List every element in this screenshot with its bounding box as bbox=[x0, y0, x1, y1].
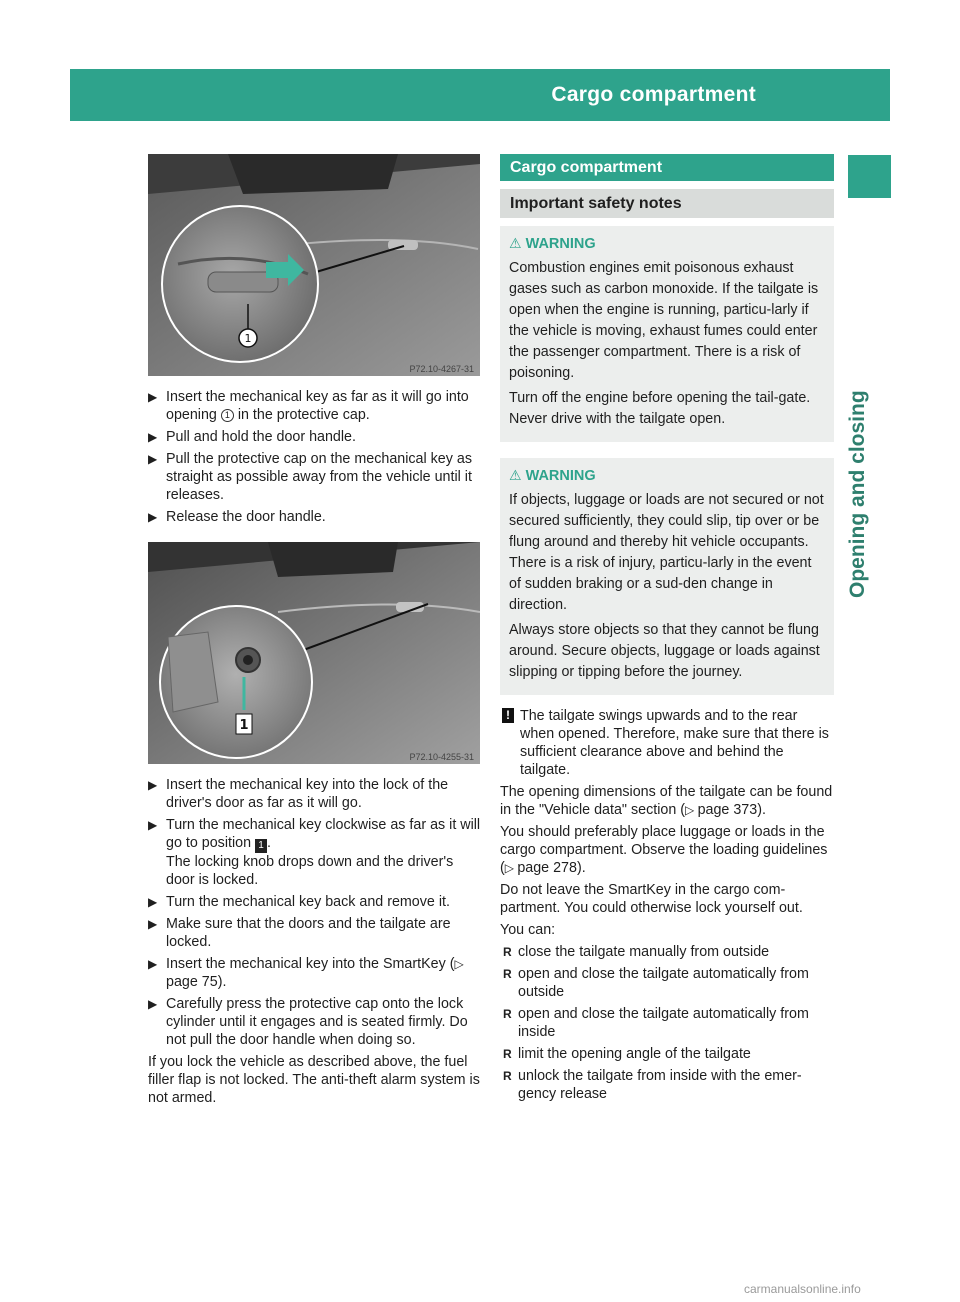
paragraph-loading bbox=[500, 823, 834, 877]
paragraph-opening-dimensions bbox=[500, 783, 834, 819]
step-item bbox=[148, 508, 483, 526]
step-text: Insert the mechanical key into the lock of the driver's door as far as it will go. bbox=[166, 777, 449, 811]
figure2-code: P72.10-4255-31 bbox=[409, 752, 474, 762]
step-text: Make sure that the doors and the tailgate are locked. bbox=[166, 916, 451, 950]
step-item bbox=[148, 995, 483, 1049]
step-arrow-icon: ▶ bbox=[148, 778, 158, 792]
step-text: . bbox=[267, 835, 272, 851]
paragraph-you-can: You can: bbox=[500, 922, 556, 938]
notice-text: The tailgate swings upwards and to the rear when opened. Therefore, make sure that there is sufficient clearance above and behind the tailgate. bbox=[520, 708, 829, 778]
warning-heading bbox=[509, 234, 826, 253]
warning-text: If objects, luggage or loads are not secured or not secured sufficiently, they could slip, tip over or be flung around and thereby hit vehicle occupants. There is a risk of injury, particu-larly in the event of sudden braking or a sud-den change in direction. bbox=[509, 492, 824, 613]
bullet-icon: R bbox=[503, 1007, 512, 1021]
step-text: in the protective cap. bbox=[233, 407, 370, 423]
closing-paragraph: If you lock the vehicle as described above, the fuel filler flap is not locked. The anti-theft alarm system is not armed. bbox=[148, 1054, 480, 1106]
step-arrow-icon: ▶ bbox=[148, 390, 158, 404]
list-item bbox=[500, 1067, 834, 1103]
para-text: ). bbox=[757, 802, 766, 818]
subsection-title: Important safety notes bbox=[500, 189, 834, 218]
step-text: Insert the mechanical key into the SmartKey ( bbox=[166, 956, 455, 972]
step-arrow-icon: ▶ bbox=[148, 895, 158, 909]
step-text: Release the door handle. bbox=[166, 509, 326, 525]
step-text: Pull the protective cap on the mechanical key as straight as possible away from the vehicle until it releases. bbox=[166, 451, 472, 503]
bullet-icon: R bbox=[503, 967, 512, 981]
header-title: Cargo compartment bbox=[551, 83, 756, 106]
header-divider bbox=[902, 69, 905, 121]
warning-text: Combustion engines emit poisonous exhaust gases such as carbon monoxide. If the tailgate is open when the engine is running, particu-larly if the vehicle is moving, exhaust fumes could enter the passenger compartment. There is a risk of poisoning. bbox=[509, 260, 819, 381]
step-arrow-icon: ▶ bbox=[148, 917, 158, 931]
bullet-icon: R bbox=[503, 1069, 512, 1083]
page-reference-link[interactable]: page 75 bbox=[166, 974, 218, 990]
left-column bbox=[148, 154, 483, 1107]
page-reference-link[interactable]: page 278 bbox=[517, 860, 577, 876]
page-reference-link[interactable]: page 373 bbox=[697, 802, 758, 818]
right-column bbox=[500, 154, 834, 1107]
position-callout-icon: 1 bbox=[255, 839, 267, 853]
warning-triangle-icon: ⚠ bbox=[509, 235, 522, 251]
figure-door-lock bbox=[148, 542, 480, 764]
step-item bbox=[148, 955, 483, 991]
step-text: Turn the mechanical key back and remove it. bbox=[166, 894, 450, 910]
para-text: You should preferably place luggage or loads in the cargo compartment. Observe the loading guidelines ( bbox=[500, 824, 828, 876]
step-result-text: The locking knob drops down and the driver's door is locked. bbox=[166, 854, 454, 888]
exclamation-icon: ! bbox=[502, 708, 514, 723]
para-text: ). bbox=[576, 860, 586, 876]
list-item-text: limit the opening angle of the tailgate bbox=[518, 1046, 751, 1062]
page-ref-arrow-icon: ▷ bbox=[685, 803, 698, 817]
step-arrow-icon: ▶ bbox=[148, 997, 158, 1011]
step-text: Insert the mechanical key as far as it will go into opening bbox=[166, 389, 469, 423]
step-arrow-icon: ▶ bbox=[148, 430, 158, 444]
warning-text: Turn off the engine before opening the tail-gate. Never drive with the tailgate open. bbox=[509, 390, 811, 427]
warning-text: Always store objects so that they cannot be flung around. Secure objects, luggage or loads against slipping or tipping before the journey. bbox=[509, 622, 820, 680]
page-header bbox=[70, 69, 942, 121]
door-handle-illustration bbox=[148, 154, 480, 376]
section-title: Cargo compartment bbox=[500, 154, 834, 181]
step-text: Turn the mechanical key clockwise as far as it will go to position bbox=[166, 817, 481, 851]
page-ref-arrow-icon: ▷ bbox=[454, 957, 464, 971]
steps-list-2 bbox=[148, 776, 483, 1049]
paragraph-smartkey: Do not leave the SmartKey in the cargo com-partment. You could otherwise lock yourself out. bbox=[500, 882, 803, 916]
chapter-title: Opening and closing bbox=[846, 390, 869, 598]
warning-triangle-icon: ⚠ bbox=[509, 467, 522, 483]
warning-heading bbox=[509, 466, 826, 485]
chapter-marker bbox=[848, 155, 891, 198]
step-arrow-icon: ▶ bbox=[148, 452, 158, 466]
para-text: The opening dimensions of the tailgate can be found in the "Vehicle data" section ( bbox=[500, 784, 833, 818]
door-lock-illustration bbox=[148, 542, 480, 764]
step-item bbox=[148, 816, 483, 889]
step-item bbox=[148, 428, 483, 446]
list-item-text: open and close the tailgate automatically from inside bbox=[518, 1006, 809, 1040]
step-text: Carefully press the protective cap onto the lock cylinder until it engages and is seated firmly. Do not pull the door handle when doing so. bbox=[166, 996, 468, 1048]
step-text: ). bbox=[217, 974, 227, 990]
site-watermark: carmanualsonline.info bbox=[744, 1282, 861, 1296]
list-item bbox=[500, 1005, 834, 1041]
figure-door-handle bbox=[148, 154, 480, 376]
warning-box-2 bbox=[500, 458, 834, 695]
notice-block bbox=[500, 707, 834, 779]
bullet-icon: R bbox=[503, 945, 512, 959]
step-item bbox=[148, 915, 483, 951]
callout-icon: 1 bbox=[221, 409, 234, 422]
step-item bbox=[148, 893, 483, 911]
list-item bbox=[500, 943, 834, 961]
list-item bbox=[500, 1045, 834, 1063]
step-arrow-icon: ▶ bbox=[148, 818, 158, 832]
list-item-text: unlock the tailgate from inside with the emer-gency release bbox=[518, 1068, 802, 1102]
page-number: 81 bbox=[918, 83, 942, 106]
steps-list-1 bbox=[148, 388, 483, 526]
step-arrow-icon: ▶ bbox=[148, 957, 158, 971]
bullet-icon: R bbox=[503, 1047, 512, 1061]
step-text: Pull and hold the door handle. bbox=[166, 429, 356, 445]
step-item bbox=[148, 388, 483, 424]
options-list bbox=[500, 943, 834, 1103]
step-item bbox=[148, 776, 483, 812]
warning-title: WARNING bbox=[525, 236, 596, 252]
figure1-code: P72.10-4267-31 bbox=[409, 364, 474, 374]
step-item bbox=[148, 450, 483, 504]
list-item bbox=[500, 965, 834, 1001]
list-item-text: close the tailgate manually from outside bbox=[518, 944, 770, 960]
step-arrow-icon: ▶ bbox=[148, 510, 158, 524]
warning-title: WARNING bbox=[525, 468, 596, 484]
warning-box-1 bbox=[500, 226, 834, 442]
figure1-callout: 1 bbox=[244, 332, 252, 345]
list-item-text: open and close the tailgate automatically from outside bbox=[518, 966, 809, 1000]
figure2-callout: 1 bbox=[239, 718, 249, 733]
page-ref-arrow-icon: ▷ bbox=[504, 861, 518, 875]
